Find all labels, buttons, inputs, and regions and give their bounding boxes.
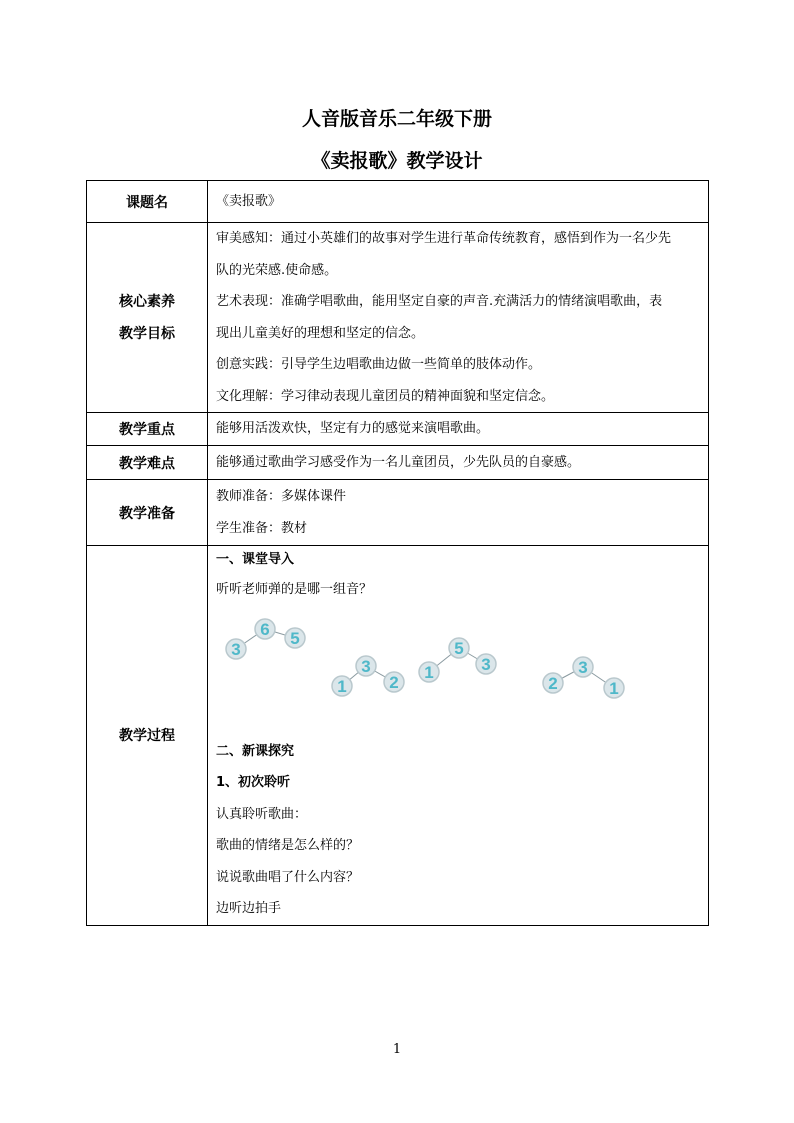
- document-title-line2: 《卖报歌》教学设计: [311, 150, 483, 172]
- difficulties-text: 能够通过歌曲学习感受作为一名儿童团员，少先队员的自豪感。: [216, 454, 581, 470]
- note-group: [419, 638, 496, 682]
- objectives-label-line2: 教学目标: [119, 325, 175, 342]
- note-number: 2: [548, 673, 558, 693]
- note-number: 3: [578, 657, 588, 677]
- table-row-process: [87, 546, 709, 926]
- note-number: 1: [337, 676, 347, 696]
- note-number: 1: [609, 678, 619, 698]
- table-row-topic: [87, 181, 709, 223]
- note-group: [332, 656, 404, 696]
- objective-line: 文化理解：学习律动表现儿童团员的精神面貌和坚定信念。: [216, 388, 555, 404]
- topic-label: 课题名: [87, 181, 208, 223]
- document-title-line1: 人音版音乐二年级下册: [301, 108, 492, 130]
- topic-text: 《卖报歌》: [216, 193, 282, 209]
- process-line: 边听边拍手: [216, 901, 282, 916]
- note-groups-svg: [216, 606, 710, 736]
- table-row-objectives: [87, 223, 709, 413]
- key-points-text: 能够用活泼欢快，坚定有力的感觉来演唱歌曲。: [216, 421, 490, 437]
- note-number: 3: [481, 654, 491, 674]
- topic-value: [208, 181, 709, 223]
- objectives-label-line1: 核心素养: [119, 293, 175, 310]
- objective-line: 创意实践：引导学生边唱歌曲边做一些简单的肢体动作。: [216, 357, 542, 372]
- key-points-content: [208, 413, 709, 446]
- difficulties-content: [208, 446, 709, 480]
- preparation-label: 教学准备: [87, 480, 208, 546]
- table-row-preparation: [87, 480, 709, 546]
- preparation-content: [208, 480, 709, 546]
- note-number: 1: [424, 662, 434, 682]
- process-line: 说说歌曲唱了什么内容？: [216, 869, 360, 885]
- page-number: 1: [392, 1042, 402, 1057]
- objective-line: 队的光荣感.使命感。: [216, 262, 338, 278]
- objective-line: 现出儿童美好的理想和坚定的信念。: [216, 325, 425, 341]
- preparation-line: 学生准备：教材: [216, 520, 308, 536]
- note-number: 3: [361, 656, 371, 676]
- objectives-content: [208, 223, 709, 413]
- note-number: 3: [231, 639, 241, 659]
- note-number: 2: [389, 672, 399, 692]
- preparation-line: 教师准备：多媒体课件: [216, 489, 347, 504]
- process-content: [208, 546, 709, 926]
- section-heading-intro: 一、课堂导入: [216, 552, 295, 567]
- process-label: 教学过程: [87, 546, 208, 926]
- question-text: 听听老师弹的是哪一组音？: [216, 582, 373, 597]
- objective-line: 审美感知：通过小英雄们的故事对学生进行革命传统教育，感悟到作为一名少先: [216, 231, 672, 246]
- subsection-heading: 1、初次聆听: [216, 775, 291, 790]
- note-number: 5: [454, 638, 464, 658]
- note-group: [226, 619, 305, 659]
- table-row-key-points: [87, 413, 709, 446]
- lesson-plan-table: [86, 180, 709, 926]
- difficulties-label: 教学难点: [87, 446, 208, 480]
- note-group: [543, 657, 624, 698]
- table-row-difficulties: [87, 446, 709, 480]
- section-heading-explore: 二、新课探究: [216, 743, 295, 759]
- note-groups-figure: [216, 606, 708, 736]
- process-line: 认真聆听歌曲：: [216, 806, 308, 822]
- key-points-label: 教学重点: [87, 413, 208, 446]
- note-number: 5: [290, 628, 300, 648]
- objectives-label: [87, 223, 208, 413]
- objective-line: 艺术表现：准确学唱歌曲，能用坚定自豪的声音.充满活力的情绪演唱歌曲，表: [216, 294, 663, 309]
- process-line: 歌曲的情绪是怎么样的？: [216, 838, 360, 853]
- note-number: 6: [260, 619, 270, 639]
